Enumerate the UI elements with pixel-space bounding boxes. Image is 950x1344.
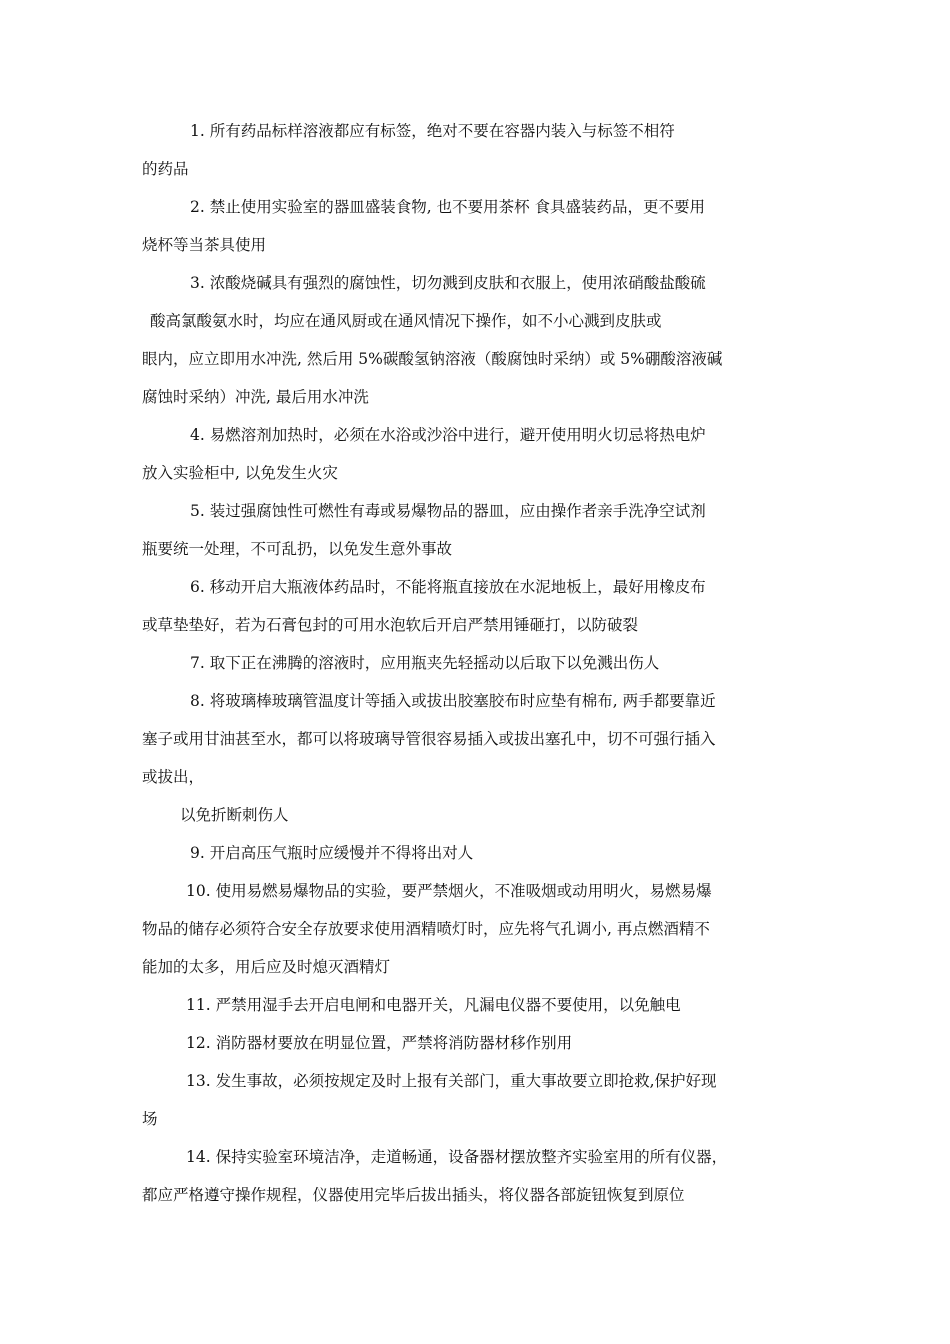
- rule-14-line-2: 都应严格遵守操作规程，仪器使用完毕后拔出插头，将仪器各部旋钮恢复到原位: [142, 1186, 685, 1204]
- rule-8-line-3: 或拔出，: [142, 768, 205, 786]
- rule-13-line-2: 场: [142, 1110, 158, 1128]
- rule-8-line-4: 以免折断刺伤人: [180, 806, 289, 824]
- rule-3-line-1: 3. 浓酸烧碱具有强烈的腐蚀性，切勿溅到皮肤和衣服上，使用浓硝酸盐酸硫: [190, 274, 706, 292]
- rule-10-line-3: 能加的太多，用后应及时熄灭酒精灯: [142, 958, 391, 976]
- rule-9-line-1: 9. 开启高压气瓶时应缓慢并不得将出对人: [190, 844, 474, 862]
- rule-8-line-1: 8. 将玻璃棒玻璃管温度计等插入或拔出胶塞胶布时应垫有棉布, 两手都要靠近: [190, 692, 716, 710]
- rule-4-line-1: 4. 易燃溶剂加热时，必须在水浴或沙浴中进行，避开使用明火切忌将热电炉: [190, 426, 706, 444]
- rule-1-line-1: 1. 所有药品标样溶液都应有标签，绝对不要在容器内装入与标签不相符: [190, 122, 675, 140]
- rule-1-line-2: 的药品: [142, 160, 189, 178]
- rule-11-line-1: 11. 严禁用湿手去开启电闸和电器开关，凡漏电仪器不要使用，以免触电: [186, 996, 681, 1014]
- rule-3-line-3: 眼内，应立即用水冲洗, 然后用 5%碳酸氢钠溶液（酸腐蚀时采纳）或 5%硼酸溶液碱: [142, 350, 723, 368]
- rule-6-line-1: 6. 移动开启大瓶液体药品时，不能将瓶直接放在水泥地板上，最好用橡皮布: [190, 578, 706, 596]
- rule-10-line-2: 物品的储存必须符合安全存放要求使用酒精喷灯时，应先将气孔调小, 再点燃酒精不: [142, 920, 710, 938]
- rule-2-line-1: 2. 禁止使用实验室的器皿盛装食物, 也不要用茶杯 食具盛装药品，更不要用: [190, 198, 705, 216]
- rule-8-line-2: 塞子或用甘油甚至水，都可以将玻璃导管很容易插入或拔出塞孔中，切不可强行插入: [142, 730, 716, 748]
- rule-10-line-1: 10. 使用易燃易爆物品的实验，要严禁烟火，不准吸烟或动用明火，易燃易爆: [186, 882, 712, 900]
- rule-4-line-2: 放入实验柜中, 以免发生火灾: [142, 464, 338, 482]
- rule-7-line-1: 7. 取下正在沸腾的溶液时，应用瓶夹先轻摇动以后取下以免溅出伤人: [190, 654, 660, 672]
- rule-5-line-1: 5. 装过强腐蚀性可燃性有毒或易爆物品的器皿，应由操作者亲手洗净空试剂: [190, 502, 706, 520]
- rule-5-line-2: 瓶要统一处理，不可乱扔，以免发生意外事故: [142, 540, 453, 558]
- rule-6-line-2: 或草垫垫好，若为石膏包封的可用水泡软后开启严禁用锤砸打，以防破裂: [142, 616, 639, 634]
- rule-13-line-1: 13. 发生事故，必须按规定及时上报有关部门，重大事故要立即抢救,保护好现: [186, 1072, 717, 1090]
- rule-14-line-1: 14. 保持实验室环境洁净，走道畅通，设备器材摆放整齐实验室用的所有仪器，: [186, 1148, 728, 1166]
- rule-2-line-2: 烧杯等当茶具使用: [142, 236, 267, 254]
- rule-3-line-2: 酸高氯酸氨水时，均应在通风厨或在通风情况下操作，如不小心溅到皮肤或: [150, 312, 662, 330]
- rule-12-line-1: 12. 消防器材要放在明显位置，严禁将消防器材移作别用: [186, 1034, 573, 1052]
- rule-3-line-4: 腐蚀时采纳）冲洗, 最后用水冲洗: [142, 388, 369, 406]
